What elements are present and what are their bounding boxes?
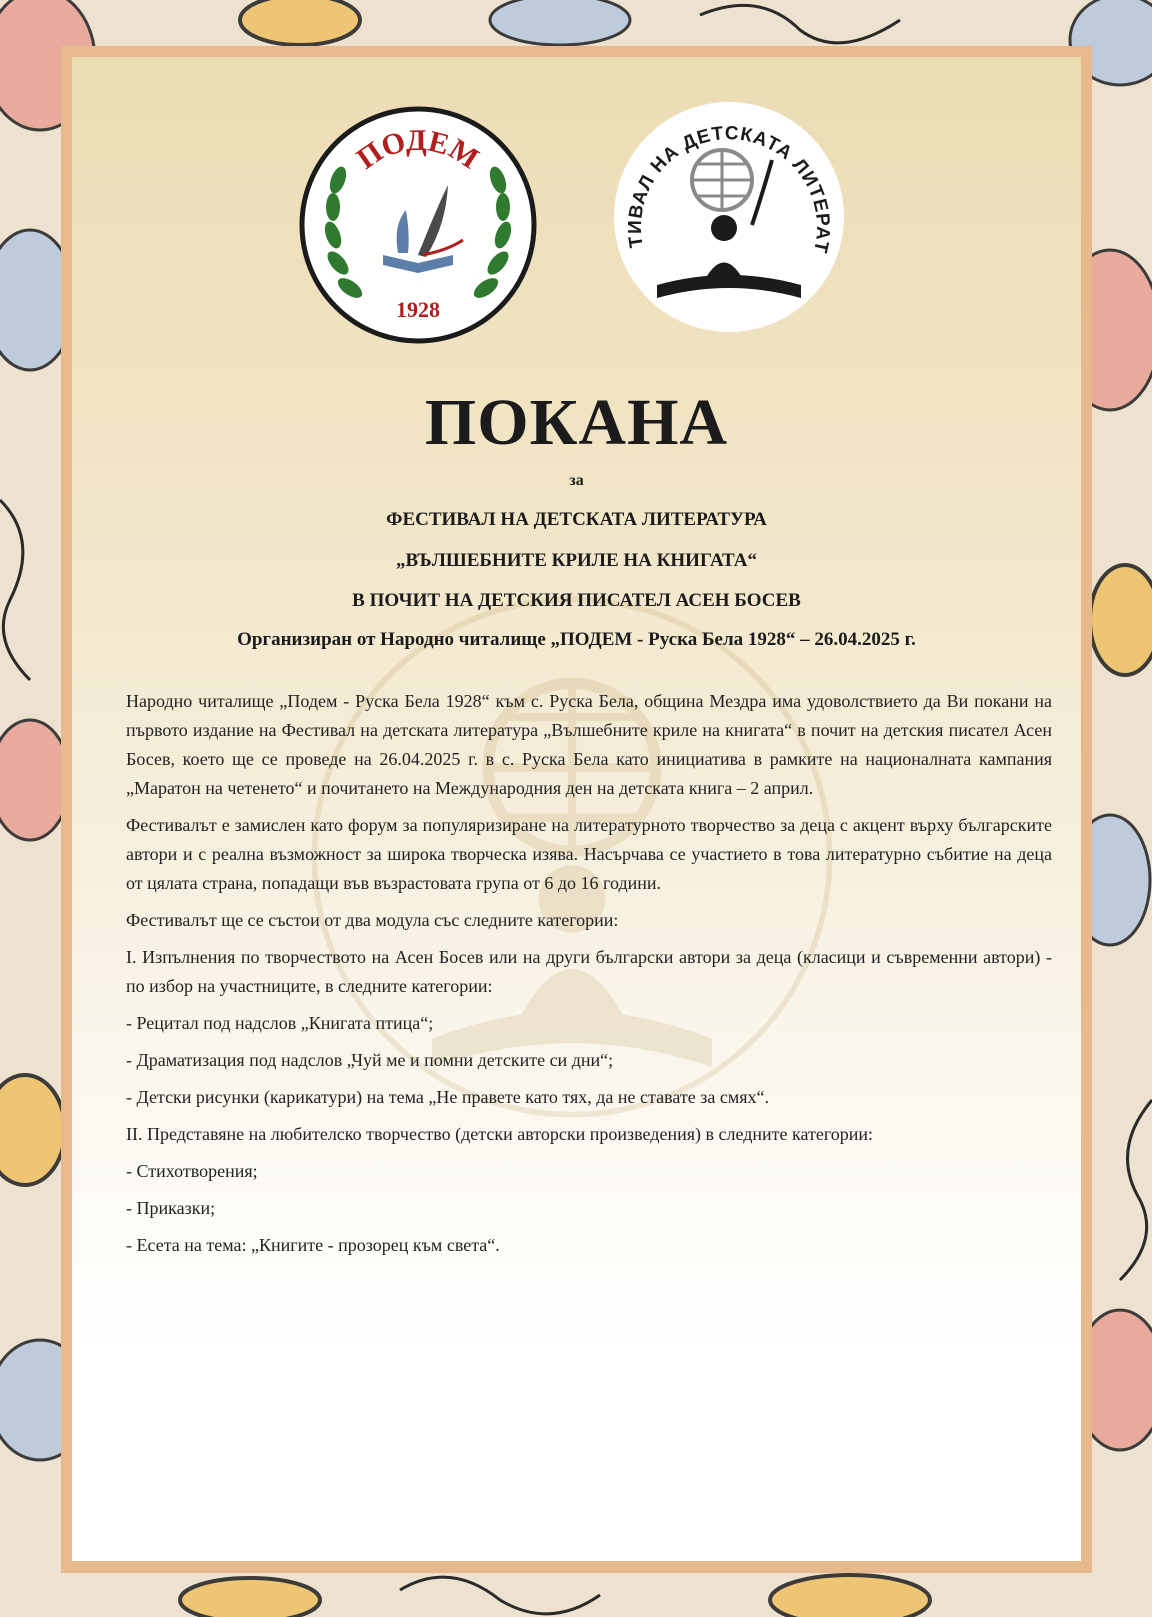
- category-item: - Есета на тема: „Книгите - прозорец към света“.: [126, 1235, 500, 1255]
- organizer-line: Организиран от Народно читалище „ПОДЕМ - Руска Бела 1928“ – 26.04.2025 г.: [237, 629, 916, 650]
- podem-logo-text: ПОДЕМ: [350, 123, 485, 176]
- body-paragraph: I. Изпълнения по творчеството на Асен Босев или на други български автори за деца (класици и съвременни автори) - по избор на участниците, в следните категории:: [126, 947, 1052, 996]
- body-paragraph: Народно читалище „Подем - Руска Бела 1928“ към с. Руска Бела, община Мездра има удоволствието да Ви покани на първото издание на Фестивал на детската литература „Вълшебните криле на книгата“ в почит на детския писател Асен Босев, което ще се проведе на 26.04.2025 г. в с. Руска Бела като инициатива в рамките на националната кампания „Маратон на четенето“ и почитането на Международния ден на детската книга – 2 април.: [126, 691, 1052, 798]
- title-preposition: за: [569, 472, 584, 489]
- category-item: - Стихотворения;: [126, 1161, 258, 1181]
- festival-dedication: В ПОЧИТ НА ДЕТСКИЯ ПИСАТЕЛ АСЕН БОСЕВ: [352, 590, 801, 611]
- podem-logo: [298, 105, 538, 345]
- podem-logo-year: 1928: [396, 297, 440, 322]
- category-item: - Детски рисунки (карикатури) на тема „Не правете като тях, да не ставате за смях“.: [126, 1087, 769, 1107]
- festival-name: ФЕСТИВАЛ НА ДЕТСКАТА ЛИТЕРАТУРА: [386, 509, 767, 530]
- category-item: - Рецитал под надслов „Книгата птица“;: [126, 1013, 434, 1033]
- invitation-page: [72, 57, 1081, 1561]
- festival-subtitle: „ВЪЛШЕБНИТЕ КРИЛЕ НА КНИГАТА“: [396, 550, 757, 571]
- festival-logo-text: ТИВАЛ НА ДЕТСКАТА ЛИТЕРАТ: [624, 123, 834, 256]
- body-paragraph: Фестивалът е замислен като форум за популяризиране на литературното творчество за деца с акцент върху българските автори и с реална възможност за широка творческа изява. Насърчава се участието в това литературно събитие на деца от цялата страна, попадащи във възрастовата група от 6 до 16 години.: [126, 815, 1052, 893]
- body-paragraph: Фестивалът ще се състои от два модула със следните категории:: [126, 910, 619, 930]
- page-title: ПОКАНА: [424, 386, 729, 459]
- body-paragraph: II. Представяне на любителско творчество (детски авторски произведения) в следните категории:: [126, 1124, 874, 1144]
- category-item: - Приказки;: [126, 1198, 216, 1218]
- category-item: - Драматизация под надслов „Чуй ме и помни детските си дни“;: [126, 1050, 614, 1070]
- invitation-body: [126, 687, 1052, 1268]
- festival-logo: [612, 100, 846, 334]
